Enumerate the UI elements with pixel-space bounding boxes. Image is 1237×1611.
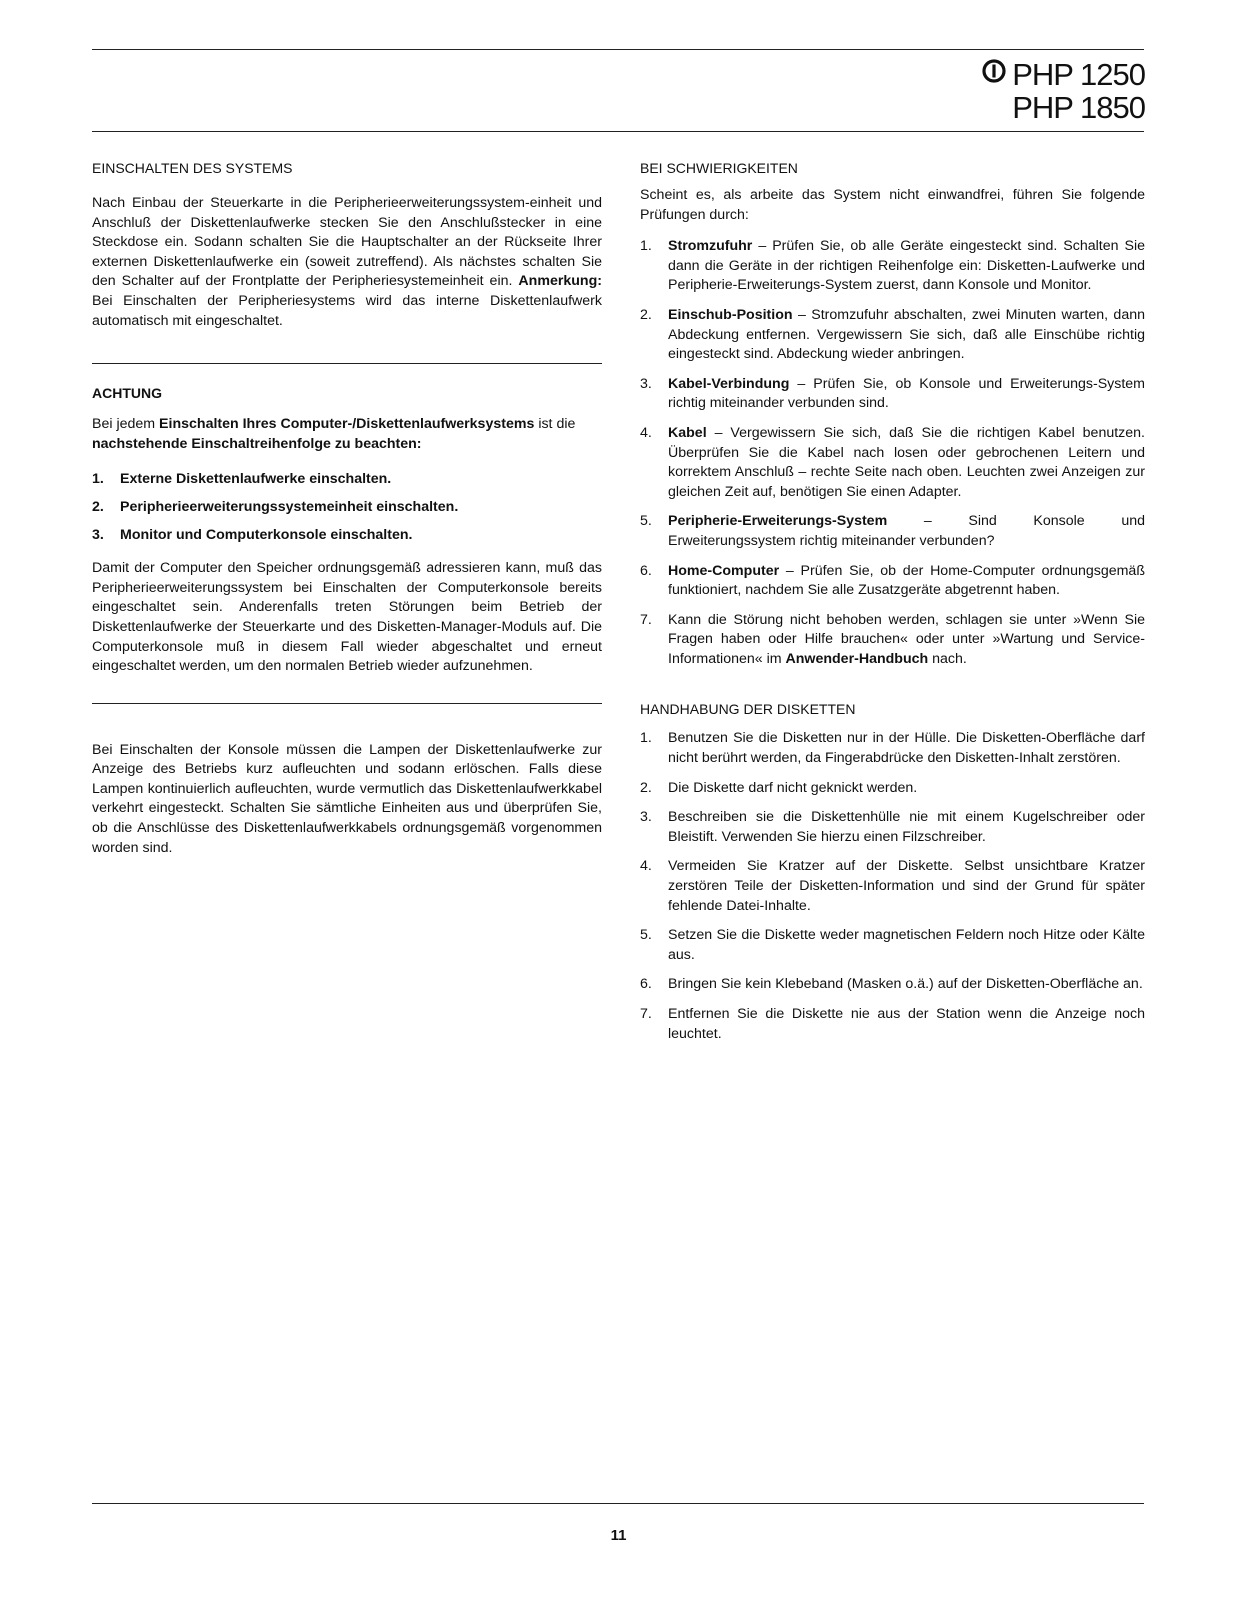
- list-number: 7.: [640, 1006, 652, 1022]
- left-column: [92, 158, 602, 858]
- model-title-2: PHP 1850: [1012, 90, 1145, 125]
- section-title-achtung: ACHTUNG: [92, 385, 162, 402]
- list-text: Kann die Störung nicht behoben werden, schlagen sie unter »Wenn Sie Fragen haben oder Hilfe brauchen« oder unter »Wartung und Service-Informationen« im: [668, 611, 1145, 667]
- list-text: – Prüfen Sie, ob der Home-Computer ordnungsgemäß funktioniert, nachdem Sie alle Zusatzgeräte abgetrennt haben.: [668, 562, 1145, 599]
- list-number: 2.: [92, 498, 104, 515]
- einschalten-text: Nach Einbau der Steuerkarte in die Peripherieerweiterungssystem-einheit und Anschluß der Diskettenlaufwerke stecken Sie den Anschlußstecker in eine Steckdose ein. Sodann schalten Sie die Hauptschalter an der Rückseite Ihrer externen Diskettenlaufwerke ein (soweit zutreffend). Als nächstes schalten Sie den Schalter auf der Frontplatte der Peripheriesystemeinheit ein.: [92, 195, 602, 290]
- diskette-handling-list: [640, 729, 1145, 1044]
- page-header: [982, 58, 1145, 124]
- philips-logo-icon: [982, 59, 1006, 83]
- list-item: [640, 808, 1145, 847]
- list-item: [640, 1005, 1145, 1044]
- achtung-intro-a: Bei jedem: [92, 416, 156, 433]
- list-text: Peripherieerweiterungssystemeinheit einschalten.: [120, 498, 459, 515]
- list-number: 2.: [640, 306, 652, 323]
- achtung-intro: [92, 415, 602, 454]
- list-item: [640, 926, 1145, 965]
- list-keyword: Stromzufuhr: [668, 238, 753, 255]
- list-keyword: Anwender-Handbuch: [785, 650, 929, 667]
- section-title-handhabung: HANDHABUNG DER DISKETTEN: [640, 701, 856, 718]
- startup-steps-list: [92, 470, 602, 545]
- list-keyword: Home-Computer: [668, 562, 780, 579]
- list-number: 3.: [640, 809, 652, 826]
- anmerkung-label: Anmerkung:: [518, 273, 602, 290]
- list-keyword: Peripherie-Erweiterungs-System: [668, 513, 888, 530]
- list-item: [640, 562, 1145, 601]
- list-keyword: Kabel: [668, 424, 707, 441]
- list-text: – Prüfen Sie, ob Konsole und Erweiterungs-System richtig miteinander verbunden sind.: [668, 375, 1145, 412]
- list-number: 6.: [640, 562, 652, 579]
- achtung-intro-d: nachstehende Einschaltreihenfolge zu beachten:: [92, 435, 422, 452]
- anmerkung-text: Bei Einschalten der Peripheriesystems wird das interne Diskettenlaufwerk automatisch mit eingeschaltet.: [92, 292, 602, 329]
- list-text: – Stromzufuhr abschalten, zwei Minuten warten, dann Abdeckung entfernen. Vergewissern Sie sich, daß alle Einschübe richtig eingesteckt sind. Abdeckung wieder anbringen.: [668, 306, 1145, 363]
- list-keyword: Einschub-Position: [668, 306, 793, 323]
- list-item: [640, 975, 1145, 995]
- list-item: [640, 424, 1145, 502]
- list-item: [640, 857, 1145, 916]
- list-number: 3.: [640, 375, 652, 392]
- list-text: Externe Diskettenlaufwerke einschalten.: [120, 471, 392, 488]
- list-text: nach.: [932, 650, 967, 667]
- list-text: Benutzen Sie die Disketten nur in der Hülle. Die Disketten-Oberfläche darf nicht berührt werden, da Fingerabdrücke den Disketten-Inhalt zerstören.: [668, 730, 1145, 767]
- header-rule: [92, 131, 1144, 132]
- list-number: 5.: [640, 927, 652, 944]
- list-item: [640, 512, 1145, 551]
- list-number: 3.: [92, 526, 104, 543]
- right-column: [640, 158, 1145, 1054]
- schwierigkeiten-intro: Scheint es, als arbeite das System nicht einwandfrei, führen Sie folgende Prüfungen durch:: [640, 187, 1145, 223]
- list-text: Monitor und Computerkonsole einschalten.: [120, 526, 413, 543]
- list-number: 4.: [640, 858, 652, 875]
- list-item: [92, 470, 602, 490]
- page-number: 11: [610, 1527, 627, 1544]
- list-text: Beschreiben sie die Diskettenhülle nie mit einem Kugelschreiber oder Bleistift. Verwenden Sie hierzu einen Filzschreiber.: [668, 809, 1145, 845]
- list-text: Die Diskette darf nicht geknickt werden.: [668, 779, 918, 796]
- list-number: 1.: [640, 238, 652, 255]
- list-item: [92, 526, 602, 546]
- list-number: 2.: [640, 779, 652, 796]
- list-keyword: Kabel-Verbindung: [668, 375, 790, 392]
- list-item: [640, 375, 1145, 414]
- section-title-einschalten: EINSCHALTEN DES SYSTEMS: [92, 160, 293, 176]
- list-text: Setzen Sie die Diskette weder magnetischen Feldern noch Hitze oder Kälte aus.: [668, 927, 1145, 963]
- model-title-1: PHP 1250: [1012, 57, 1145, 92]
- list-item: [640, 729, 1145, 768]
- top-rule: [92, 49, 1144, 50]
- achtung-paragraph: Damit der Computer den Speicher ordnungsgemäß adressieren kann, muß das Peripherieerweiterungssystem bei Einschalten der Computerkonsole bereits eingeschaltet sein. Anderenfalls treten Störungen beim Betrieb der Diskettenlaufwerke der Steuerkarte und des Disketten-Manager-Moduls auf. Die Computerkonsole muß in diesem Fall wieder abgeschaltet und erneut eingeschaltet werden, um den normalen Betrieb wieder aufzunehmen.: [92, 560, 602, 675]
- list-text: – Prüfen Sie, ob alle Geräte eingesteckt sind. Schalten Sie dann die Geräte in der richtigen Reihenfolge ein: Disketten-Laufwerke und Peripherie-Erweiterungs-System zuerst, dann Konsole und Monitor.: [668, 238, 1145, 294]
- list-number: 6.: [640, 976, 652, 993]
- section-divider: [92, 703, 602, 704]
- list-text: – Sind Konsole und Erweiterungssystem richtig miteinander verbunden?: [668, 513, 1145, 549]
- list-item: [640, 306, 1145, 365]
- section-title-schwierigkeiten: BEI SCHWIERIGKEITEN: [640, 160, 798, 176]
- list-number: 4.: [640, 424, 652, 441]
- troubleshooting-list: [640, 237, 1145, 669]
- section-divider: [92, 363, 602, 364]
- list-number: 5.: [640, 513, 652, 530]
- list-text: – Vergewissern Sie sich, daß Sie die richtigen Kabel benutzen. Überprüfen Sie die Kabel nach losen oder gebrochenen Leitern und korrektem Anschluß – rechte Seite nach oben. Leuchten zwei Anzeigen zur gleichen Zeit auf, benötigen Sie einen Adapter.: [668, 424, 1145, 500]
- konsole-paragraph: Bei Einschalten der Konsole müssen die Lampen der Diskettenlaufwerke zur Anzeige des Betriebs kurz aufleuchten und sodann erlöschen. Falls diese Lampen kontinuierlich aufleuchten, wurde vermutlich das Diskettenlaufwerkkabel verkehrt eingesteckt. Schalten Sie sämtliche Einheiten aus und überprüfen Sie, ob die Anschlüsse des Diskettenlaufwerkkabels ordnungsgemäß vorgenommen worden sind.: [92, 741, 602, 856]
- list-item: [640, 611, 1145, 670]
- achtung-intro-b: Einschalten Ihres Computer-/Diskettenlaufwerksystems: [159, 416, 535, 433]
- footer-rule: [92, 1503, 1144, 1504]
- list-number: 7.: [640, 611, 652, 628]
- list-number: 1.: [92, 471, 104, 488]
- list-text: Bringen Sie kein Klebeband (Masken o.ä.) auf der Disketten-Oberfläche an.: [668, 976, 1143, 993]
- list-text: Entfernen Sie die Diskette nie aus der Station wenn die Anzeige noch leuchtet.: [668, 1006, 1145, 1042]
- list-number: 1.: [640, 730, 652, 747]
- list-item: [640, 237, 1145, 296]
- list-item: [92, 498, 602, 518]
- einschalten-paragraph: [92, 194, 602, 331]
- achtung-intro-c: ist die: [538, 416, 576, 433]
- list-text: Vermeiden Sie Kratzer auf der Diskette. Selbst unsichtbare Kratzer zerstören Teile der Disketten-Information und sind der Grund für später fehlende Datei-Inhalte.: [668, 858, 1145, 914]
- list-item: [640, 779, 1145, 799]
